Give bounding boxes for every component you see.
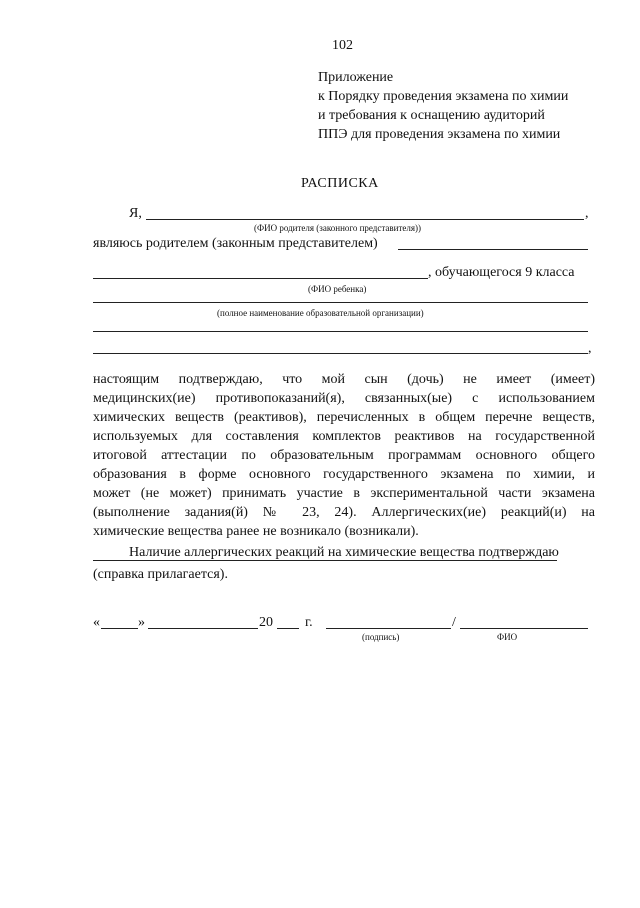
signature-caption: (подпись) bbox=[362, 632, 400, 642]
date-year-line bbox=[277, 628, 299, 629]
date-month-line bbox=[148, 628, 258, 629]
document-title: РАСПИСКА bbox=[301, 176, 379, 191]
org-name-comma: , bbox=[588, 341, 592, 356]
child-name-line bbox=[93, 278, 428, 279]
body-line: медицинских(ие) противопоказаний(я), связанных(ые) с использованием bbox=[93, 391, 595, 406]
child-name-caption: (ФИО ребенка) bbox=[308, 284, 367, 294]
body-line: химические вещества ранее не возникало (возникали). bbox=[93, 524, 419, 539]
parent-extra-line bbox=[398, 249, 588, 250]
student-class-label: , обучающегося 9 класса bbox=[428, 265, 575, 280]
appendix-line-3: и требования к оснащению аудиторий bbox=[318, 108, 545, 123]
org-name-caption: (полное наименование образовательной организации) bbox=[217, 308, 424, 318]
signature-slash: / bbox=[452, 615, 456, 630]
being-parent-label: являюсь родителем (законным представителем) bbox=[93, 236, 378, 251]
body-line: итоговой аттестации по образовательным программам основного общего bbox=[93, 448, 595, 463]
date-close-quote: » bbox=[138, 615, 145, 630]
name-line bbox=[460, 628, 588, 629]
org-name-line-3 bbox=[93, 353, 588, 354]
certificate-note: (справка прилагается). bbox=[93, 567, 228, 582]
appendix-line-1: Приложение bbox=[318, 70, 394, 85]
body-line: может (не может) принимать участие в экспериментальной части экзамена bbox=[93, 486, 595, 501]
parent-name-caption: (ФИО родителя (законного представителя)) bbox=[254, 223, 422, 233]
body-line: настоящим подтверждаю, что мой сын (дочь) не имеет (имеет) bbox=[93, 372, 595, 387]
body-line: используемых для составления комплектов реактивов на государственной bbox=[93, 429, 595, 444]
appendix-line-2: к Порядку проведения экзамена по химии bbox=[318, 89, 569, 104]
page-number: 102 bbox=[332, 38, 353, 53]
org-name-line-2 bbox=[93, 331, 588, 332]
signature-line bbox=[326, 628, 451, 629]
appendix-line-4: ППЭ для проведения экзамена по химии bbox=[318, 127, 561, 142]
body-line: (выполнение задания(й) № 23, 24). Аллергических(ие) реакций(и) на bbox=[93, 505, 595, 520]
parent-name-comma: , bbox=[585, 206, 589, 221]
date-year-suffix: г. bbox=[305, 615, 313, 630]
body-line: химических веществ (реактивов), перечисленных в общем перечне веществ, bbox=[93, 410, 595, 425]
name-caption: ФИО bbox=[497, 632, 518, 642]
date-day-line bbox=[101, 628, 138, 629]
parent-name-line bbox=[146, 219, 584, 220]
label-i: Я, bbox=[129, 206, 142, 221]
allergy-statement: Наличие аллергических реакций на химические вещества подтверждаю bbox=[129, 545, 559, 560]
allergy-line bbox=[93, 560, 557, 561]
body-line: образования в форме основного государственного экзамена по химии, и bbox=[93, 467, 595, 482]
date-year-prefix: 20 bbox=[259, 615, 273, 630]
org-name-line-1 bbox=[93, 302, 588, 303]
date-open-quote: « bbox=[93, 615, 100, 630]
